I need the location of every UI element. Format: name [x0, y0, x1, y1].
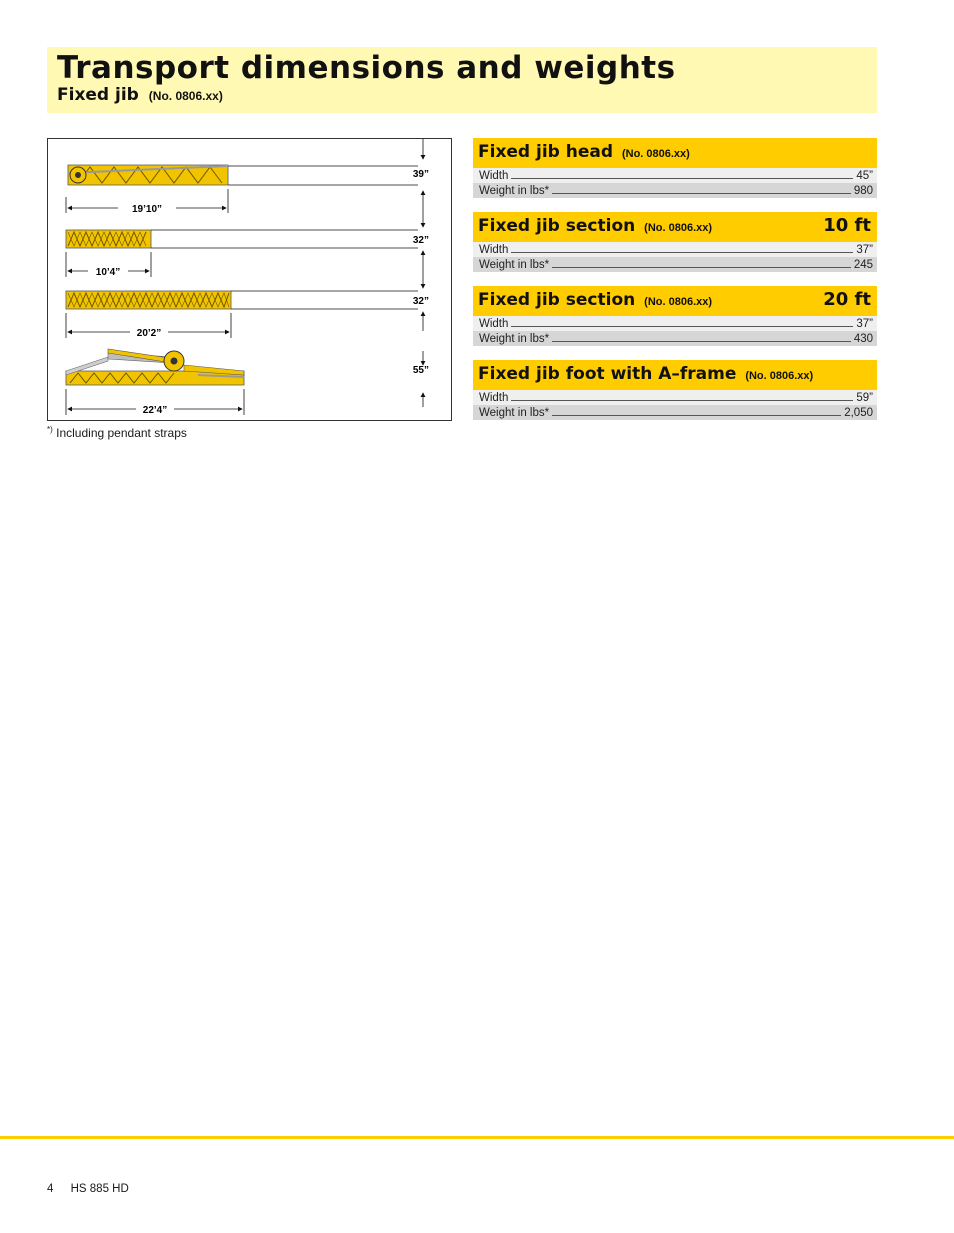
footnote — [47, 425, 187, 440]
section-20ft-length: 20’2” — [136, 328, 162, 339]
card-title — [478, 364, 813, 384]
footer — [47, 1183, 129, 1195]
card-jib-section-10ft — [473, 212, 877, 272]
spec-row-width — [473, 168, 877, 183]
section-20ft-height: 32” — [412, 296, 429, 307]
jib-head-length: 19’10” — [131, 204, 163, 215]
leader-line — [511, 326, 853, 327]
subtitle-code: (No. 0806.xx) — [148, 89, 223, 103]
spec-row-width — [473, 316, 877, 331]
spec-value: 45” — [856, 170, 873, 182]
leader-line — [511, 400, 853, 401]
card-jib-foot — [473, 360, 877, 420]
spec-row-weight — [473, 257, 877, 272]
card-jib-head — [473, 138, 877, 198]
spec-value: 245 — [853, 259, 873, 271]
leader-line — [511, 252, 853, 253]
jib-head-drawing — [68, 165, 418, 185]
footnote-mark: *) — [47, 425, 53, 434]
card-title — [478, 290, 712, 310]
card-length: 20 ft — [823, 289, 871, 310]
section-10ft-length: 10’4” — [95, 267, 121, 278]
spec-value: 37” — [856, 244, 873, 256]
spec-label: Width — [479, 392, 509, 404]
jib-section-10ft-drawing — [66, 230, 418, 248]
spec-row-weight — [473, 331, 877, 346]
spec-row-weight — [473, 405, 877, 420]
transport-drawing — [47, 138, 452, 421]
card-title-text: Fixed jib section — [478, 216, 636, 236]
subtitle-text: Fixed jib — [57, 85, 139, 105]
jib-foot-length: 22’4” — [142, 405, 168, 416]
jib-head-height: 39” — [412, 169, 429, 180]
card-code: (No. 0806.xx) — [644, 296, 713, 308]
spec-label: Weight in lbs* — [479, 259, 550, 271]
card-title — [478, 142, 690, 162]
spec-label: Width — [479, 244, 509, 256]
leader-line — [552, 193, 851, 194]
card-length: 10 ft — [823, 215, 871, 236]
card-header — [473, 212, 877, 242]
leader-line — [552, 267, 851, 268]
footnote-text: Including pendant straps — [56, 426, 187, 440]
card-header — [473, 360, 877, 390]
spec-value: 430 — [853, 333, 873, 345]
leader-line — [552, 415, 841, 416]
card-code: (No. 0806.xx) — [644, 222, 713, 234]
spec-label: Width — [479, 170, 509, 182]
jib-foot-drawing — [66, 349, 418, 385]
card-jib-section-20ft — [473, 286, 877, 346]
page-number: 4 — [47, 1183, 54, 1195]
model-name: HS 885 HD — [70, 1183, 129, 1195]
card-title-text: Fixed jib foot with A–frame — [478, 364, 737, 384]
section-10ft-height: 32” — [412, 235, 429, 246]
leader-line — [552, 341, 851, 342]
card-title — [478, 216, 712, 236]
spec-value: 980 — [853, 185, 873, 197]
spec-label: Weight in lbs* — [479, 407, 550, 419]
spec-label: Width — [479, 318, 509, 330]
jib-section-20ft-drawing — [66, 291, 418, 309]
card-title-text: Fixed jib head — [478, 142, 614, 162]
spec-value: 2,050 — [844, 407, 873, 419]
spec-row-width — [473, 390, 877, 405]
spec-row-weight — [473, 183, 877, 198]
spec-row-width — [473, 242, 877, 257]
card-code: (No. 0806.xx) — [745, 370, 814, 382]
page-subtitle — [57, 85, 223, 105]
leader-line — [511, 178, 853, 179]
card-code: (No. 0806.xx) — [621, 148, 690, 160]
header-band — [47, 47, 877, 113]
page-title: Transport dimensions and weights — [57, 50, 676, 86]
jib-foot-height: 55” — [412, 365, 429, 376]
card-header — [473, 286, 877, 316]
spec-value: 37” — [856, 318, 873, 330]
spec-label: Weight in lbs* — [479, 185, 550, 197]
spec-value: 59” — [856, 392, 873, 404]
footer-rule — [0, 1136, 954, 1139]
card-header — [473, 138, 877, 168]
card-title-text: Fixed jib section — [478, 290, 636, 310]
spec-label: Weight in lbs* — [479, 333, 550, 345]
